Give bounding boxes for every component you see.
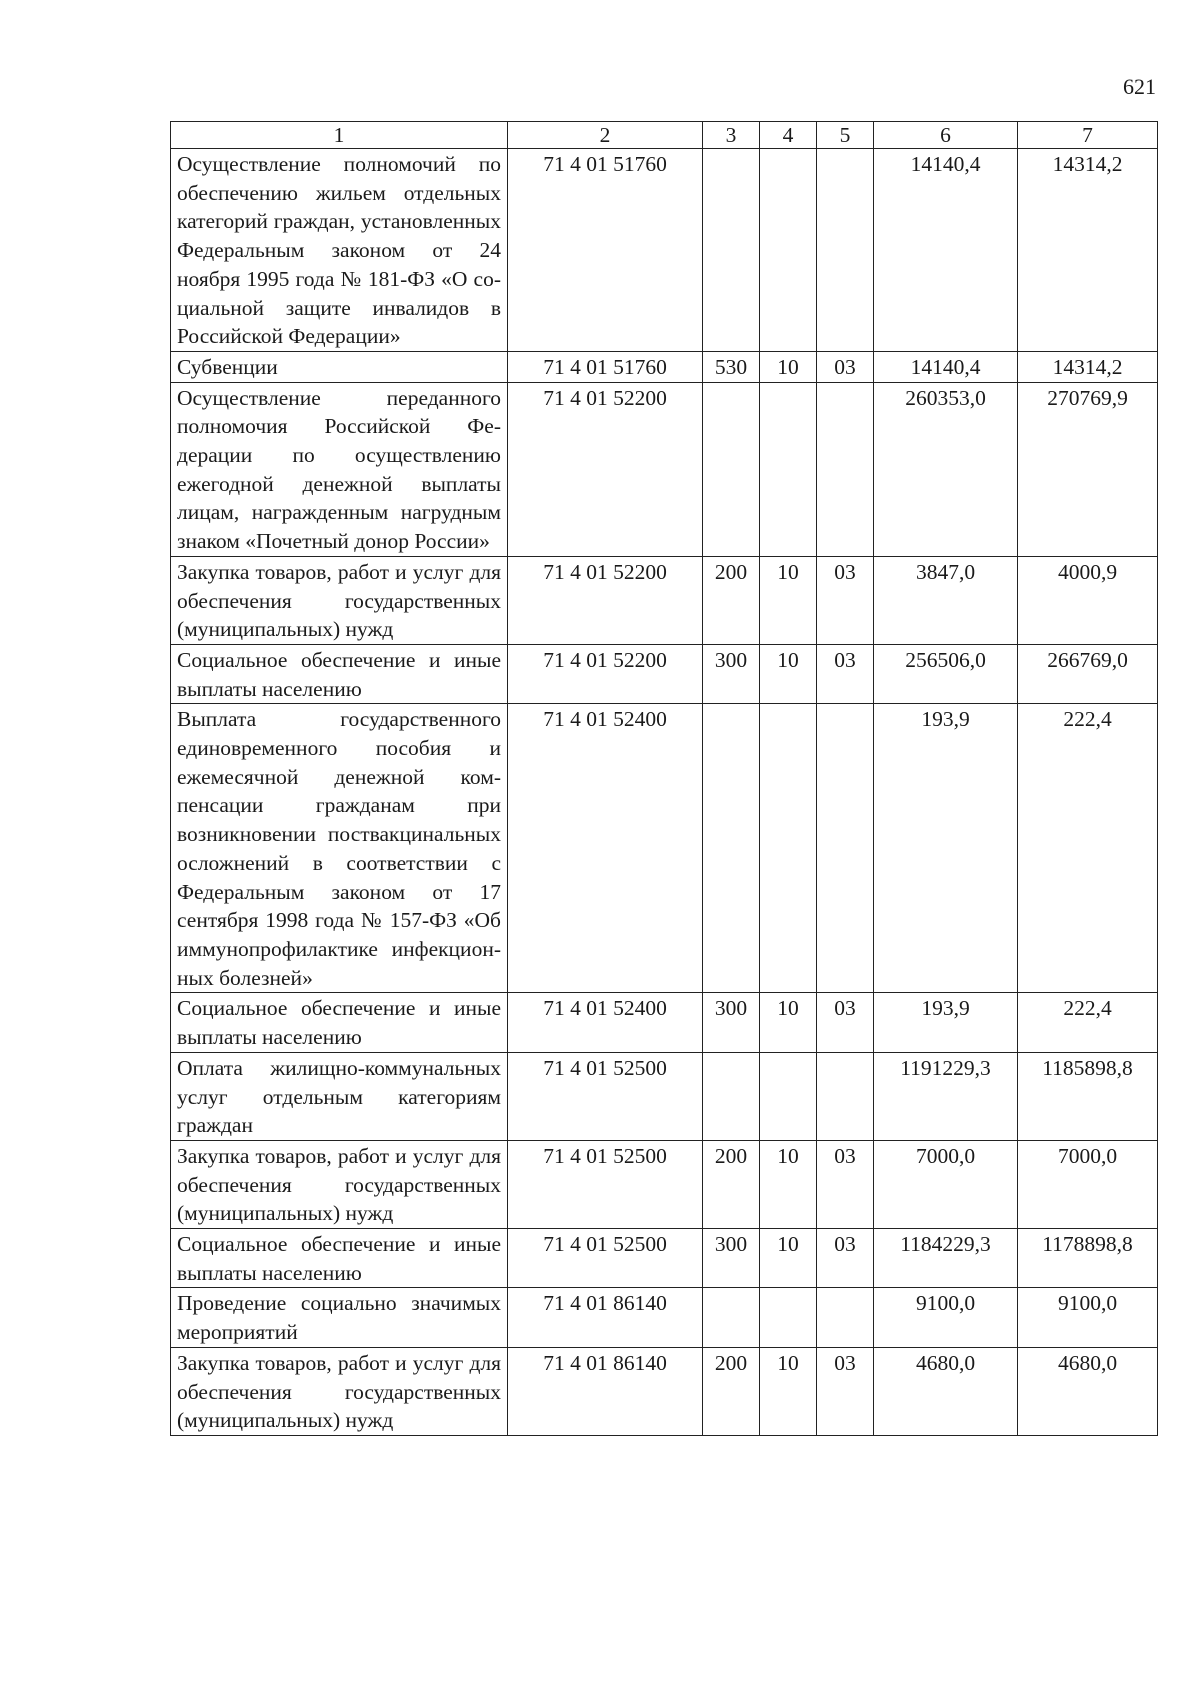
row-value-6: 14140,4 (874, 149, 1018, 352)
row-code: 71 4 01 52500 (508, 1052, 703, 1140)
row-code: 71 4 01 86140 (508, 1288, 703, 1347)
row-value-7: 222,4 (1018, 704, 1158, 993)
row-value-7: 266769,0 (1018, 644, 1158, 703)
row-c4 (760, 704, 817, 993)
row-c5 (817, 382, 874, 556)
row-c3 (703, 704, 760, 993)
header-row (171, 122, 1158, 149)
table-row (171, 1229, 1158, 1288)
table-row (171, 1052, 1158, 1140)
table-row (171, 556, 1158, 644)
row-code: 71 4 01 52400 (508, 704, 703, 993)
row-c3: 300 (703, 644, 760, 703)
row-c5 (817, 1052, 874, 1140)
row-code: 71 4 01 51760 (508, 351, 703, 382)
row-c3 (703, 149, 760, 352)
row-c5 (817, 149, 874, 352)
row-c5: 03 (817, 351, 874, 382)
column-header: 7 (1018, 122, 1158, 149)
row-c3 (703, 1052, 760, 1140)
row-value-7: 14314,2 (1018, 351, 1158, 382)
row-name: Закупка товаров, работ и услуг для обеспечения государственных (муниципальных) нужд (171, 556, 508, 644)
row-name: Закупка товаров, работ и услуг для обеспечения государственных (муниципальных) нужд (171, 1347, 508, 1435)
page-number: 621 (1123, 74, 1156, 99)
row-value-7: 7000,0 (1018, 1140, 1158, 1228)
row-c5: 03 (817, 1140, 874, 1228)
row-c4: 10 (760, 556, 817, 644)
row-value-6: 1191229,3 (874, 1052, 1018, 1140)
row-c3: 300 (703, 993, 760, 1052)
table-row (171, 1140, 1158, 1228)
row-value-6: 193,9 (874, 704, 1018, 993)
row-value-6: 256506,0 (874, 644, 1018, 703)
column-header: 4 (760, 122, 817, 149)
row-name: Оплата жилищно-коммунальных услуг отдельным категориям граждан (171, 1052, 508, 1140)
row-name: Закупка товаров, работ и услуг для обеспечения государственных (муниципальных) нужд (171, 1140, 508, 1228)
row-value-6: 260353,0 (874, 382, 1018, 556)
column-header: 1 (171, 122, 508, 149)
row-code: 71 4 01 52400 (508, 993, 703, 1052)
row-c3: 300 (703, 1229, 760, 1288)
row-c4: 10 (760, 1347, 817, 1435)
row-value-6: 14140,4 (874, 351, 1018, 382)
column-header: 5 (817, 122, 874, 149)
row-code: 71 4 01 51760 (508, 149, 703, 352)
row-value-7: 1185898,8 (1018, 1052, 1158, 1140)
row-c4 (760, 382, 817, 556)
row-c5: 03 (817, 556, 874, 644)
row-value-7: 9100,0 (1018, 1288, 1158, 1347)
row-code: 71 4 01 52200 (508, 644, 703, 703)
row-value-7: 222,4 (1018, 993, 1158, 1052)
column-header: 3 (703, 122, 760, 149)
row-name: Социальное обеспечение и иные выплаты населению (171, 644, 508, 703)
row-name: Социальное обеспечение и иные выплаты населению (171, 1229, 508, 1288)
row-name: Проведение социально значимых мероприятий (171, 1288, 508, 1347)
row-value-6: 3847,0 (874, 556, 1018, 644)
table-body (171, 149, 1158, 1436)
row-value-6: 4680,0 (874, 1347, 1018, 1435)
row-c5: 03 (817, 1229, 874, 1288)
row-c3: 530 (703, 351, 760, 382)
row-c5: 03 (817, 644, 874, 703)
table-row (171, 351, 1158, 382)
row-c3: 200 (703, 556, 760, 644)
row-c5 (817, 704, 874, 993)
table-row (171, 704, 1158, 993)
row-c3: 200 (703, 1347, 760, 1435)
row-value-6: 193,9 (874, 993, 1018, 1052)
row-c3 (703, 1288, 760, 1347)
table-row (171, 1288, 1158, 1347)
column-header: 6 (874, 122, 1018, 149)
row-name: Осуществление полномочий по обеспечению жильем отдельных категорий граждан, установленных Федеральным законом от 24 ноября 1995 года № 181-ФЗ «О социальной защите инвалидов в Российской Федерации» (171, 149, 508, 352)
row-name: Социальное обеспечение и иные выплаты населению (171, 993, 508, 1052)
row-code: 71 4 01 52500 (508, 1140, 703, 1228)
row-value-7: 14314,2 (1018, 149, 1158, 352)
row-name: Выплата государственного единовременного пособия и ежемесячной денежной компенсации гражданам при возникновении поствакцинальных осложнений в соответствии с Федеральным законом от 17 сентября 1998 года № 157-ФЗ «Об иммунопрофилактике инфекционных болезней» (171, 704, 508, 993)
row-value-6: 1184229,3 (874, 1229, 1018, 1288)
row-value-7: 4680,0 (1018, 1347, 1158, 1435)
row-code: 71 4 01 52500 (508, 1229, 703, 1288)
row-c4: 10 (760, 1229, 817, 1288)
column-header: 2 (508, 122, 703, 149)
row-code: 71 4 01 52200 (508, 556, 703, 644)
row-value-7: 4000,9 (1018, 556, 1158, 644)
row-code: 71 4 01 86140 (508, 1347, 703, 1435)
table-row (171, 644, 1158, 703)
row-c4: 10 (760, 644, 817, 703)
row-c4 (760, 1052, 817, 1140)
row-c4 (760, 149, 817, 352)
row-code: 71 4 01 52200 (508, 382, 703, 556)
row-c3: 200 (703, 1140, 760, 1228)
table-row (171, 382, 1158, 556)
row-c5: 03 (817, 1347, 874, 1435)
row-c3 (703, 382, 760, 556)
row-value-7: 270769,9 (1018, 382, 1158, 556)
row-value-7: 1178898,8 (1018, 1229, 1158, 1288)
budget-table (170, 121, 1158, 1436)
row-c5 (817, 1288, 874, 1347)
row-c4: 10 (760, 1140, 817, 1228)
table-row (171, 993, 1158, 1052)
row-c4: 10 (760, 351, 817, 382)
row-name: Субвенции (171, 351, 508, 382)
row-c4 (760, 1288, 817, 1347)
row-name: Осуществление переданного полномочия Российской Федерации по осуществлению ежегодной денежной выплаты лицам, награжденным нагрудным знаком «Почетный донор России» (171, 382, 508, 556)
table-row (171, 149, 1158, 352)
row-c4: 10 (760, 993, 817, 1052)
table-row (171, 1347, 1158, 1435)
row-value-6: 7000,0 (874, 1140, 1018, 1228)
row-value-6: 9100,0 (874, 1288, 1018, 1347)
row-c5: 03 (817, 993, 874, 1052)
